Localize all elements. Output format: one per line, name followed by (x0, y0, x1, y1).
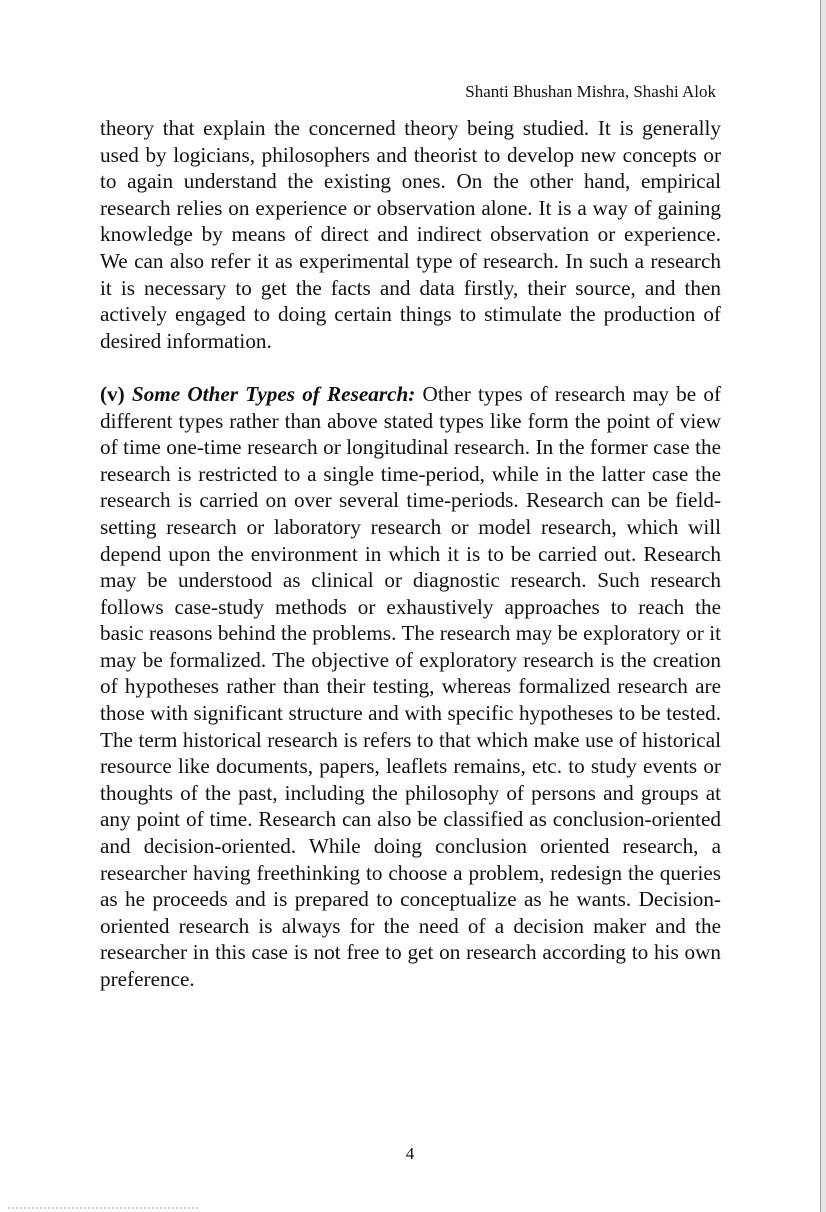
footer-artifact (8, 1207, 198, 1212)
section-title: Some Other Types of Research: (131, 381, 416, 406)
section-body-text: Other types of research may be of different types rather than above stated types like form the point of view of time one-time research or longitudinal research. In the former case the research is restricted to a single time-period, while in the latter case the research is carried on over several time-periods. Research can be field-setting research or laboratory research or model research, which will depend upon the environment in which it is to be carried out. Research may be understood as clinical or diagnostic research. Such research follows case-study methods or exhaustively approaches to reach the basic reasons behind the problems. The research may be exploratory or it may be formalized. The objective of exploratory research is the creation of hypotheses rather than their testing, whereas formalized research are those with significant structure and with specific hypotheses to be tested. The term historical research is refers to that which make use of historical resource like documents, papers, leaflets remains, etc. to study events or thoughts of the past, including the philosophy of persons and groups at any point of time. Research can also be classified as conclusion-oriented and decision-oriented. While doing conclusion oriented research, a researcher having freethinking to choose a problem, redesign the queries as he proceeds and is prepared to conceptualize as he wants. Decision-oriented research is always for the need of a decision maker and the researcher in this case is not free to get on research according to his own preference. (100, 381, 722, 991)
body-text (100, 115, 721, 993)
paragraph-continuation: theory that explain the concerned theory being studied. It is generally used by logicians, philosophers and theorist to develop new concepts or to again understand the existing ones. On the other hand, empirical research relies on experience or observation alone. It is a way of gaining knowledge by means of direct and indirect observation or experience. We can also refer it as experimental type of research. In such a research it is necessary to get the facts and data firstly, their source, and then actively engaged to doing certain things to stimulate the production of desired information. (100, 116, 721, 353)
section-number: (v) (100, 381, 125, 406)
section-v-paragraph (100, 381, 721, 993)
page-edge-scroll-gutter (820, 0, 826, 1212)
page-number: 4 (405, 1144, 415, 1163)
running-header-authors: Shanti Bhushan Mishra, Shashi Alok (465, 82, 716, 101)
